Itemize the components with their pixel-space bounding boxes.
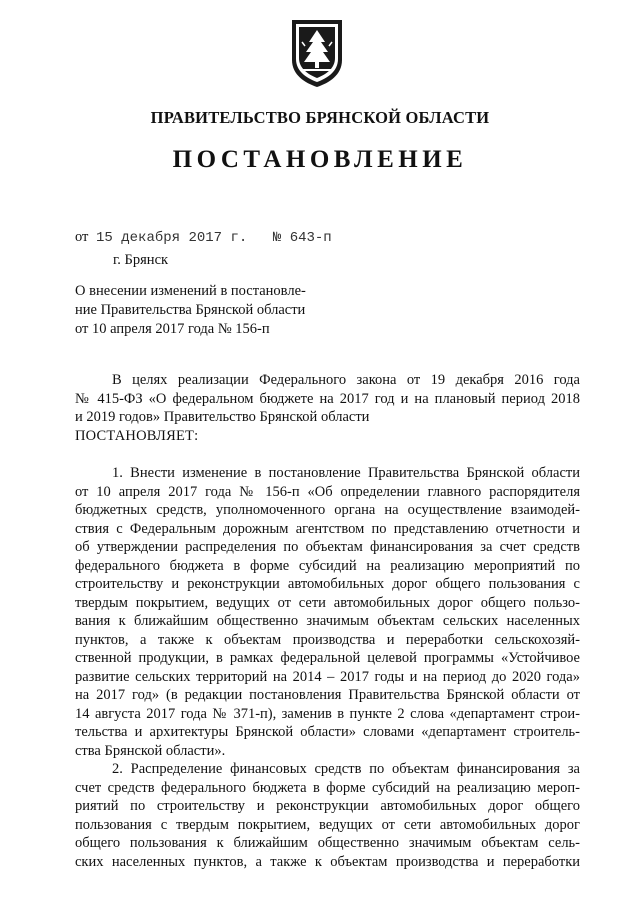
item2-line: ских населенных пунктов, а также к объектам производства и переработки <box>75 853 580 870</box>
item1-line: ственной продукции, в рамках федеральной целевой программы «Устойчивое <box>75 650 580 666</box>
item1-line: твердым покрытием, ведущих от сети автомобильных дорог общего пользо- <box>75 594 580 611</box>
item2-line: риятий по строительству и реконструкции автомобильных дорог общего <box>75 798 580 814</box>
item1-line: от 10 апреля 2017 года № 156-п «Об определении главного распорядителя <box>75 483 580 500</box>
document-city: г. Брянск <box>113 252 169 268</box>
preamble-line: и 2019 годов» Правительство Брянской области <box>75 409 370 425</box>
subject-line: ние Правительства Брянской области <box>75 302 306 318</box>
item1-line: об утверждении распределения по объектам финансирования за счет средств <box>75 539 580 555</box>
item2-line: общего пользования к ближайшим общественно значимым объектам сель- <box>75 835 580 851</box>
item1-line: строительству и реконструкции автомобильных дорог общего пользования с <box>75 576 580 592</box>
item2-line: 2. Распределение финансовых средств по объектам финансирования за <box>112 761 580 777</box>
document-type-title: ПОСТАНОВЛЕНИЕ <box>172 146 468 173</box>
subject-line: О внесении изменений в постановле- <box>75 283 306 299</box>
item1-line: развитие сельских территорий на 2014 – 2017 годы и на период до 2020 года» <box>75 668 580 685</box>
document-date: 15 декабря 2017 г. <box>96 230 248 246</box>
item1-line: ствия с Федеральным дорожным агентством по представлению отчетности и <box>75 520 580 537</box>
item2-line: счет средств федерального бюджета в форме субсидий на реализацию мероп- <box>75 779 580 796</box>
government-name: ПРАВИТЕЛЬСТВО БРЯНСКОЙ ОБЛАСТИ <box>150 108 490 127</box>
item1-line: вания к ближайшим общественно значимым объектам сельских населенных <box>75 613 580 629</box>
item1-line: бюджетных средств, уполномоченного органа на осуществление взаимодей- <box>75 502 580 518</box>
item2-line: пользования с твердым покрытием, ведущих от сети автомобильных дорог <box>75 816 580 833</box>
coat-of-arms-icon <box>289 18 345 88</box>
item1-line: ства Брянской области». <box>75 742 226 759</box>
item1-line: на 2017 год» (в редакции постановления Правительства Брянской области от <box>75 687 580 703</box>
document-number: № 643-п <box>272 230 332 246</box>
item1-line: 1. Внести изменение в постановление Правительства Брянской области <box>112 465 580 481</box>
item1-line: федерального бюджета в форме субсидий на реализацию мероприятий по <box>75 557 580 574</box>
preamble-line: № 415-ФЗ «О федеральном бюджете на 2017 год и на плановый период 2018 <box>75 390 580 407</box>
document-body <box>75 371 580 871</box>
preamble-line: В целях реализации Федерального закона от 19 декабря 2016 года <box>112 372 580 388</box>
item1-line: тельства и архитектуры Брянской области» словами «департамент строитель- <box>75 724 580 740</box>
document-subject <box>75 282 375 339</box>
from-label: от <box>75 229 89 245</box>
date-number-line <box>75 229 332 246</box>
item1-line: пунктов, а также к объектам производства и переработки сельскохозяй- <box>75 631 580 648</box>
decree-word: ПОСТАНОВЛЯЕТ: <box>75 427 199 444</box>
paragraph-gap <box>75 445 580 464</box>
subject-line: от 10 апреля 2017 года № 156-п <box>75 321 270 337</box>
item1-line: 14 августа 2017 года № 371-п), заменив в пункте 2 слова «департамент строи- <box>75 705 580 722</box>
